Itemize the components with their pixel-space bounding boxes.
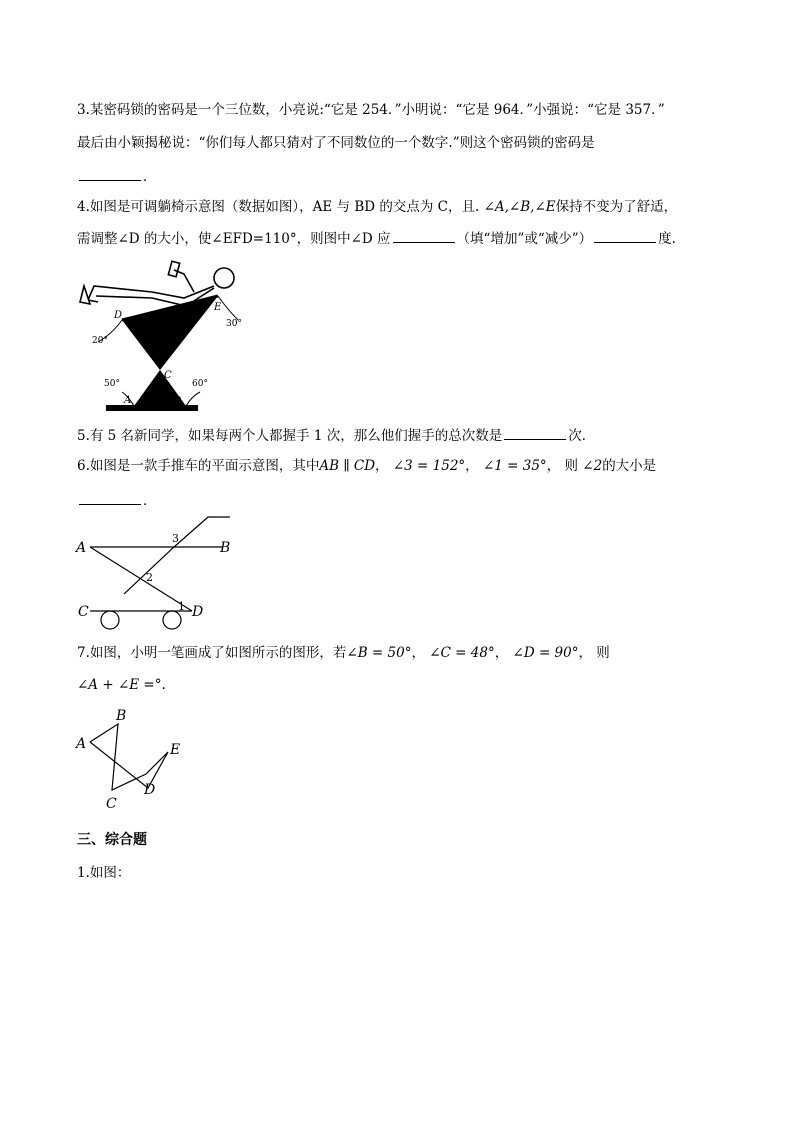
- angle-2: 2: [146, 571, 153, 584]
- label-d: D: [144, 782, 156, 798]
- lounge-chair-figure: [74, 258, 254, 418]
- angle-3: 3: [172, 532, 179, 545]
- label-d: D: [192, 604, 204, 620]
- q6-line2: ．: [77, 490, 157, 510]
- q3-line2: 最后由小颖揭秘说：“你们每人都只猜对了不同数位的一个数字.”则这个密码锁的密码是: [77, 135, 595, 151]
- label-c: C: [78, 604, 89, 620]
- label-e: E: [170, 742, 181, 758]
- answer-blank[interactable]: [594, 228, 656, 243]
- answer-blank[interactable]: [393, 228, 455, 243]
- section-heading: 三、综合题: [77, 832, 147, 848]
- q5-line: 5.有 5 名新同学，如果每两个人都握手 1 次，那么他们握手的总次数是 次．: [77, 425, 595, 445]
- answer-blank[interactable]: [79, 166, 141, 181]
- q3-line3: ．: [77, 166, 157, 186]
- answer-blank[interactable]: [504, 425, 566, 440]
- one-stroke-figure: [74, 706, 194, 816]
- angle-20: 20°: [92, 336, 108, 346]
- label-a: A: [124, 395, 132, 406]
- section3-q1: 1.如图：: [77, 865, 131, 881]
- label-e: E: [214, 302, 222, 313]
- label-c: C: [164, 370, 172, 381]
- label-b: B: [116, 708, 127, 724]
- label-d: D: [114, 310, 123, 321]
- q4-line2: 需调整∠D 的大小，使∠EFD=110°，则图中∠D 应 （填“增加”或“减少”） 度.: [77, 228, 676, 248]
- q3-line1: 3.某密码锁的密码是一个三位数，小亮说:“它是 254．”小明说：“它是 964．”小强说：“它是 357．”: [77, 102, 665, 118]
- angle-60: 60°: [192, 379, 208, 389]
- q6-line1: 6.如图是一款手推车的平面示意图，其中AB ∥ CD， ∠3 = 152°， ∠1 = 35°， 则 ∠2的大小是: [77, 458, 657, 474]
- angle-1: 1: [178, 600, 185, 613]
- label-b: B: [174, 396, 182, 407]
- label-c: C: [106, 796, 117, 812]
- handcart-figure: [74, 512, 244, 632]
- label-b: B: [220, 540, 231, 556]
- label-a: A: [76, 540, 87, 556]
- angle-50: 50°: [104, 379, 120, 389]
- angle-30: 30°: [226, 319, 242, 329]
- q7-line2: ∠A + ∠E =°.: [77, 677, 166, 693]
- q7-line1: 7.如图，小明一笔画成了如图所示的图形，若∠B = 50°， ∠C = 48°， ∠D = 90°， 则: [77, 645, 610, 661]
- answer-blank[interactable]: [79, 490, 141, 505]
- q4-line1: 4.如图是可调躺椅示意图（数据如图），AE 与 BD 的交点为 C，且. ∠A,∠B,∠E保持不变为了舒适，: [77, 199, 678, 215]
- label-a: A: [76, 736, 87, 752]
